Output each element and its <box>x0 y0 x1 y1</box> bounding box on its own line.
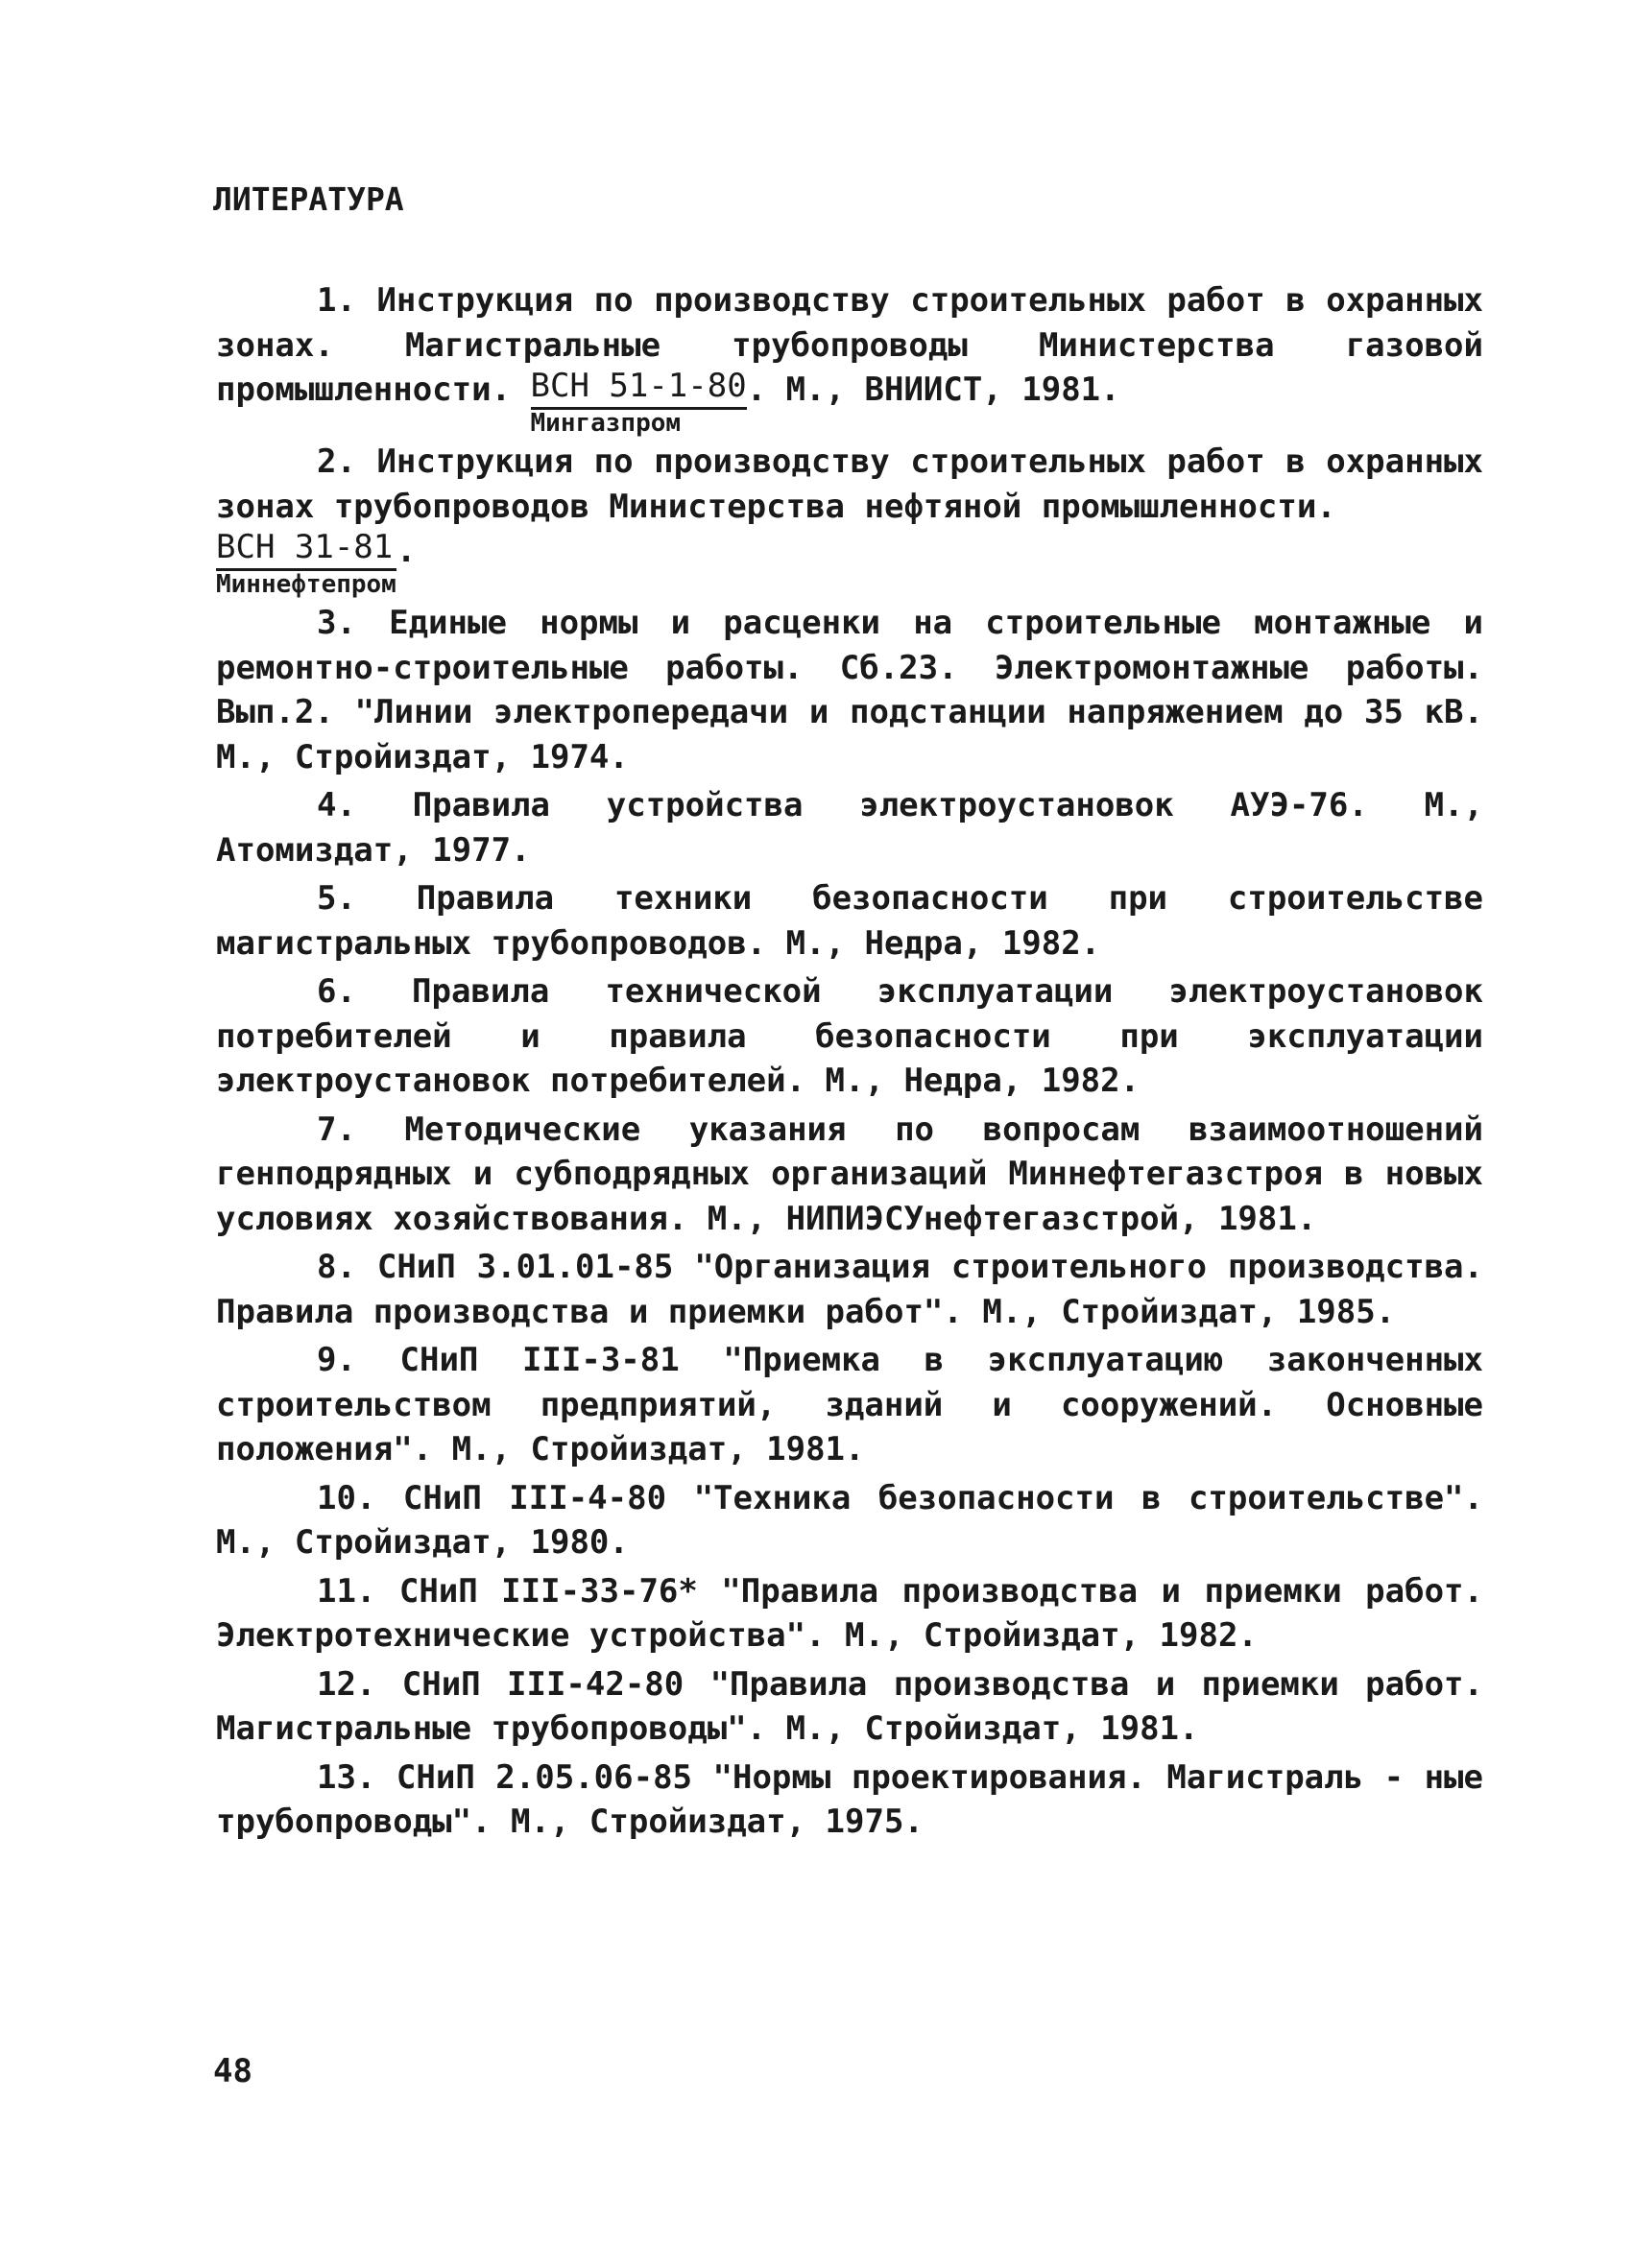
reference-item-11: 11. СНиП III-33-76* "Правила производства и приемки работ. Электротехнические устройства". М., Стройиздат, 1982. <box>216 1571 1483 1656</box>
reference-item-5: 5. Правила техники безопасности при строительстве магистральных трубопроводов. М., Недра, 1982. <box>216 879 1483 963</box>
document-code-fraction-block <box>216 528 1483 600</box>
references-list <box>216 278 1483 1849</box>
fraction-denominator: Мингазпром <box>530 409 682 439</box>
reference-item-1 <box>216 278 1483 439</box>
document-code-fraction <box>530 367 747 439</box>
reference-item-4: 4. Правила устройства электроустановок АУЭ-76. М., Атомиздат, 1977. <box>216 786 1483 870</box>
reference-item-3: 3. Единые нормы и расценки на строительные монтажные и ремонтно-строительные работы. Сб.23. Электромонтажные работы. Вып.2. "Линии электропередачи и подстанции напряжением до 35 кВ. М., Стройиздат, 1974. <box>216 604 1483 776</box>
reference-item-7: 7. Методические указания по вопросам взаимоотношений генподрядных и субподрядных организаций Миннефтегазстроя в новых условиях хозяйствования. М., НИПИЭСУнефтегазстрой, 1981. <box>216 1110 1483 1238</box>
reference-item-12: 12. СНиП III-42-80 "Правила производства и приемки работ. Магистральные трубопроводы". М., Стройиздат, 1981. <box>216 1664 1483 1749</box>
reference-item-6: 6. Правила технической эксплуатации электроустановок потребителей и правила безопасности при эксплуатации электроустановок потребителей. М., Недра, 1982. <box>216 972 1483 1101</box>
reference-text-tail: . М., ВНИИСТ, 1981. <box>746 370 1120 409</box>
reference-item-9: 9. СНиП III-3-81 "Приемка в эксплуатацию законченных строительством предприятий, зданий и сооружений. Основные положения". М., Стройиздат, 1981. <box>216 1341 1483 1469</box>
reference-text: 1. Инструкция по производству строительных работ в охранных зонах. Магистральные трубопроводы Министерства газовой промышленности. <box>216 281 1483 409</box>
page-number: 48 <box>213 2052 252 2090</box>
fraction-numerator: ВСН 31-81 <box>216 529 396 571</box>
page-heading: ЛИТЕРАТУРА <box>213 180 404 218</box>
reference-text-tail: . <box>396 532 417 571</box>
reference-item-10: 10. СНиП III-4-80 "Техника безопасности в строительстве". М., Стройиздат, 1980. <box>216 1478 1483 1563</box>
reference-item-13: 13. СНиП 2.05.06-85 "Нормы проектирования. Магистраль - ные трубопроводы". М., Стройиздат, 1975. <box>216 1757 1483 1842</box>
fraction-numerator: ВСН 51-1-80 <box>531 368 747 410</box>
reference-item-8: 8. СНиП 3.01.01-85 "Организация строительного производства. Правила производства и приемки работ". М., Стройиздат, 1985. <box>216 1248 1483 1331</box>
document-code-fraction <box>216 528 396 600</box>
fraction-denominator: Миннефтепром <box>216 570 396 600</box>
reference-text: 2. Инструкция по производству строительных работ в охранных зонах трубопроводов Министерства нефтяной промышленности. <box>216 442 1483 526</box>
reference-item-2 <box>216 440 1483 600</box>
